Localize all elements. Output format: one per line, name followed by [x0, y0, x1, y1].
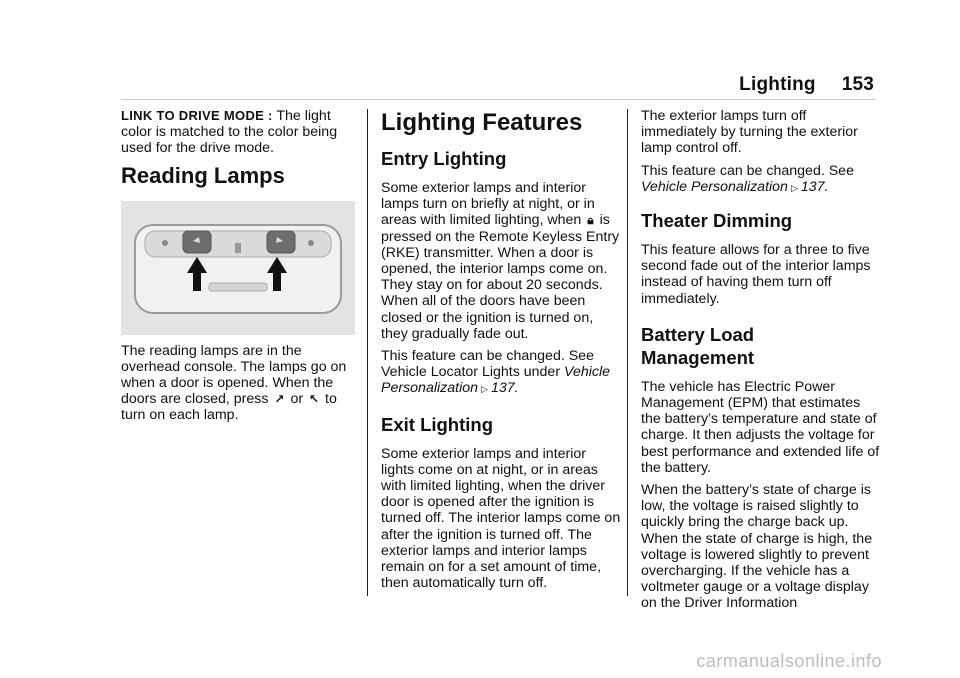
page-ref-icon: ▷ — [481, 384, 488, 395]
battery-load-heading: Battery Load Management — [641, 323, 755, 368]
entry-text-2: is pressed on the Remote Keyless Entry (RKE) transmitter. When a door is opened, the interior lamps come on. They stay on for about 20 seconds. When all of the doors have been closed or the ignition is turned on, they gradually fade out. — [381, 212, 620, 342]
exit-change-text: This feature can be changed. See — [641, 162, 854, 179]
reading-text-2: to turn on each lamp. — [121, 391, 337, 424]
entry-lighting-heading: Entry Lighting — [381, 148, 507, 169]
column-2 — [381, 108, 621, 597]
battery-paragraph-2: When the battery’s state of charge is low, the voltage is raised slightly to quickly bring the charge back up. When the state of charge is high, the voltage is lowered slightly to prevent overcharging. If the vehicle has a voltmeter gauge or a voltage display on the Driver Information — [641, 482, 873, 612]
exit-lighting-paragraph: Some exterior lamps and interior lights come on at night, or in areas with limited lighting, when the driver door is opened after the ignition is turned off. The interior lamps come on after the ignition is turned off. The exterior lamps and interior lamps remain on for a set amount of time, then automatically turn off. — [381, 445, 621, 592]
watermark: carmanualsonline.info — [696, 651, 882, 671]
exit-lighting-heading: Exit Lighting — [381, 413, 494, 435]
column-3 — [641, 108, 881, 618]
lock-icon: 🔒︎ — [587, 213, 594, 228]
drive-mode-label: LINK TO DRIVE MODE : — [121, 108, 273, 123]
header-rule — [121, 99, 876, 100]
reading-lamp-left-icon: ↗ — [274, 392, 285, 407]
entry-under: under — [523, 364, 561, 381]
page-header — [739, 74, 874, 96]
theater-dimming-heading: Theater Dimming — [641, 210, 793, 232]
section-title: Lighting — [739, 74, 816, 95]
exit-change-paragraph: This feature can be changed. See Vehicle Personalization ▷ 137. — [641, 162, 854, 195]
column-divider-2 — [627, 109, 628, 596]
entry-personalization-link[interactable]: Vehicle Personalization — [381, 364, 611, 397]
exit-personalization-link[interactable]: Vehicle Personalization — [641, 178, 788, 195]
column-divider-1 — [367, 109, 368, 596]
lighting-features-heading: Lighting Features — [381, 109, 583, 136]
drive-mode-paragraph — [121, 108, 357, 157]
entry-locator-lights: Vehicle Locator Lights — [381, 364, 520, 381]
page-ref-icon: ▷ — [790, 182, 798, 193]
entry-change-text: This feature can be changed. See — [381, 348, 594, 365]
page-number: 153 — [841, 74, 874, 95]
drive-mode-text: The light color is matched to the color being used for the drive mode. — [121, 108, 338, 157]
exit-continued-paragraph: The exterior lamps turn off immediately by turning the exterior lamp control off. — [641, 108, 858, 157]
entry-page-ref[interactable]: 137 — [490, 380, 515, 397]
theater-dimming-paragraph: This feature allows for a three to five second fade out of the interior lamps instead of having them turn off immediately. — [641, 242, 871, 307]
reading-text-1: The reading lamps are in the overhead console. The lamps go on when a door is opened. When the doors are closed, press — [121, 342, 347, 408]
battery-paragraph-1: The vehicle has Electric Power Management (EPM) that estimates the battery’s temperature and state of charge. It then adjusts the voltage for best performance and extended life of the battery. — [641, 378, 880, 476]
reading-lamp-right-icon: ↖ — [309, 392, 320, 407]
entry-lighting-paragraph-1 — [381, 180, 621, 342]
exit-page-ref[interactable]: 137 — [800, 178, 825, 195]
overhead-console-figure — [121, 201, 355, 335]
reading-lamps-heading: Reading Lamps — [121, 162, 285, 188]
reading-or: or — [290, 391, 304, 408]
reading-lamps-paragraph — [121, 343, 357, 424]
entry-text-1: Some exterior lamps and interior lamps turn on briefly at night, or in areas with limited lighting, when — [381, 180, 595, 229]
entry-lighting-paragraph-2: This feature can be changed. See Vehicle Locator Lights under Vehicle Personalization ▷ 137. — [381, 348, 611, 397]
column-1 — [121, 108, 357, 430]
